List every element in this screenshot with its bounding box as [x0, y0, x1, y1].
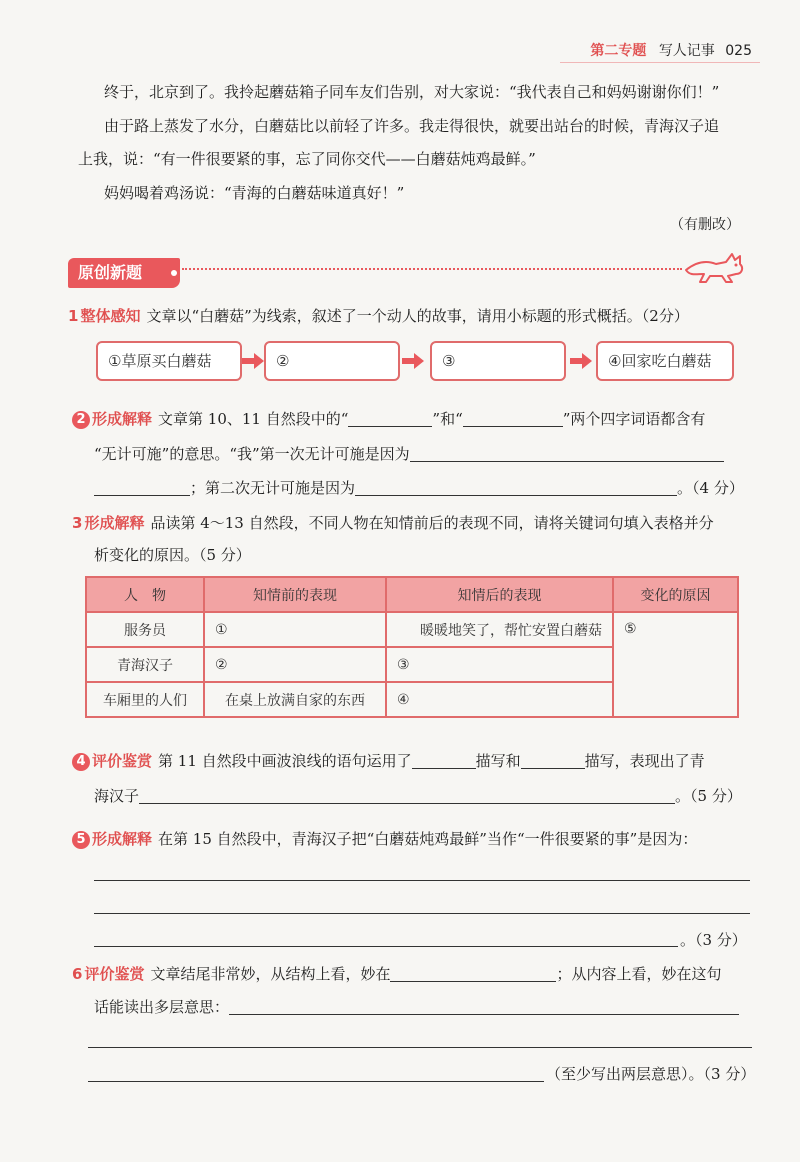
cat-icon — [682, 246, 752, 286]
header-rule — [560, 62, 760, 63]
q5-tag: 形成解释 — [92, 830, 153, 848]
table-cell: 暖暖地笑了，帮忙安置白蘑菇 — [386, 612, 613, 647]
header-category: 写人记事 — [658, 43, 715, 59]
table-cell: 服务员 — [86, 612, 204, 647]
table-header-row — [86, 577, 738, 612]
table-header: 知情前的表现 — [204, 577, 386, 612]
q3-table — [85, 576, 739, 718]
header-section: 第二专题 — [590, 43, 647, 59]
q5-answer-line-2[interactable] — [94, 913, 750, 914]
q2-blank-5[interactable] — [355, 479, 677, 496]
table-row — [86, 612, 738, 647]
page-number: 025 — [725, 43, 752, 59]
q4-number: 4 — [72, 753, 90, 771]
q2-line-1 — [72, 409, 705, 429]
q2-number: 2 — [72, 411, 90, 429]
q2-line-2 — [94, 444, 724, 464]
story-paragraph-2: 由于路上蒸发了水分，白蘑菇比以前轻了许多。我走得很快，就要出站台的时候，青海汉子追 — [104, 117, 720, 135]
q6-answer-line-2[interactable] — [88, 1081, 544, 1082]
banner-title: 原创新题 — [78, 263, 143, 282]
q1-tag: 整体感知 — [80, 307, 141, 325]
q2-blank-4[interactable] — [94, 479, 190, 496]
q6-line-2 — [94, 997, 739, 1017]
story-paragraph-3: 妈妈喝着鸡汤说：“青海的白蘑菇味道真好！” — [104, 184, 405, 202]
q2-blank-3[interactable] — [410, 445, 724, 462]
q3-tag: 形成解释 — [84, 514, 145, 532]
q2-text-b: ”和“ — [432, 410, 463, 428]
q4-blank-2[interactable] — [521, 752, 585, 769]
q5-text: 在第 15 自然段中，青海汉子把“白蘑菇炖鸡最鲜”当作“一件很要紧的事”是因为： — [158, 830, 698, 848]
table-cell[interactable]: ② — [204, 647, 386, 682]
q2-text-d: “无计可施”的意思。“我”第一次无计可施是因为 — [94, 445, 410, 463]
q5-prompt — [72, 829, 697, 849]
q1-number: 1 — [68, 307, 79, 325]
table-cell: 青海汉子 — [86, 647, 204, 682]
reason-cell[interactable]: ⑤ — [613, 612, 738, 717]
q2-text-c: ”两个四字词语都含有 — [562, 410, 706, 428]
q4-text-c: 描写，表现出了青 — [584, 752, 705, 770]
table-cell[interactable]: ① — [204, 612, 386, 647]
q4-blank-1[interactable] — [412, 752, 476, 769]
q5-answer-line-3[interactable] — [94, 946, 678, 947]
flow-box-1: ①草原买白蘑菇 — [96, 341, 242, 381]
q4-text-a: 第 11 自然段中画波浪线的语句运用了 — [158, 752, 412, 770]
running-header — [590, 40, 752, 60]
q6-line-1 — [72, 964, 721, 984]
table-cell: 车厢里的人们 — [86, 682, 204, 717]
q6-text-a: 文章结尾非常妙，从结构上看，妙在 — [150, 965, 391, 983]
table-header: 人 物 — [86, 577, 204, 612]
q3-line-1 — [72, 513, 714, 533]
q6-text-c: 话能读出多层意思： — [94, 998, 230, 1016]
q2-text-a: 文章第 10、11 自然段中的“ — [158, 410, 349, 428]
source-note: （有删改） — [670, 217, 740, 233]
table-header: 变化的原因 — [613, 577, 738, 612]
table-cell[interactable]: ④ — [386, 682, 613, 717]
flow-box-4: ④回家吃白蘑菇 — [596, 341, 734, 381]
flow-arrow-2 — [402, 352, 424, 370]
q4-line-2 — [94, 786, 742, 806]
q6-text-b: ；从内容上看，妙在这句 — [556, 965, 722, 983]
q4-tag: 评价鉴赏 — [92, 752, 153, 770]
q1-prompt — [68, 306, 689, 326]
flow-box-3[interactable]: ③ — [430, 341, 566, 381]
banner-dot — [171, 270, 177, 276]
q6-blank-2[interactable] — [229, 998, 739, 1015]
table-header: 知情后的表现 — [386, 577, 613, 612]
section-banner — [68, 258, 180, 288]
q1-text: 文章以“白蘑菇”为线索，叙述了一个动人的故事，请用小标题的形式概括。（2分） — [146, 307, 689, 325]
q6-number: 6 — [72, 965, 83, 983]
q6-answer-line-1[interactable] — [88, 1047, 752, 1048]
q2-blank-2[interactable] — [463, 410, 563, 427]
flow-box-2[interactable]: ② — [264, 341, 400, 381]
q5-number: 5 — [72, 831, 90, 849]
flow-arrow-3 — [570, 352, 592, 370]
q2-tag: 形成解释 — [92, 410, 153, 428]
q2-text-f: 。（4 分） — [677, 479, 744, 497]
q2-line-3 — [94, 478, 744, 498]
banner-dotted-line — [182, 268, 682, 270]
table-cell: 在桌上放满自家的东西 — [204, 682, 386, 717]
q4-text-d: 海汉子 — [94, 787, 140, 805]
q3-text-1: 品读第 4～13 自然段，不同人物在知情前后的表现不同，请将关键词句填入表格并分 — [150, 514, 714, 532]
q4-line-1 — [72, 751, 705, 771]
q2-text-e: ；第二次无计可施是因为 — [190, 479, 356, 497]
q6-tag: 评价鉴赏 — [84, 965, 145, 983]
q2-blank-1[interactable] — [348, 410, 432, 427]
q6-blank-1[interactable] — [390, 965, 556, 982]
story-paragraph-2-cont: 上我，说：“有一件很要紧的事，忘了同你交代——白蘑菇炖鸡最鲜。” — [78, 150, 536, 168]
q3-number: 3 — [72, 514, 83, 532]
q5-answer-line-1[interactable] — [94, 880, 750, 881]
q4-text-e: 。（5 分） — [675, 787, 742, 805]
q4-blank-3[interactable] — [139, 787, 675, 804]
flow-arrow-1 — [242, 352, 264, 370]
q5-end: 。（3 分） — [680, 931, 747, 949]
table-cell[interactable]: ③ — [386, 647, 613, 682]
q6-end: （至少写出两层意思）。（3 分） — [546, 1065, 756, 1083]
q3-line-2: 析变化的原因。（5 分） — [94, 546, 251, 564]
q4-text-b: 描写和 — [475, 752, 521, 770]
story-paragraph-1: 终于，北京到了。我拎起蘑菇箱子同车友们告别，对大家说：“我代表自己和妈妈谢谢你们！” — [104, 83, 720, 101]
